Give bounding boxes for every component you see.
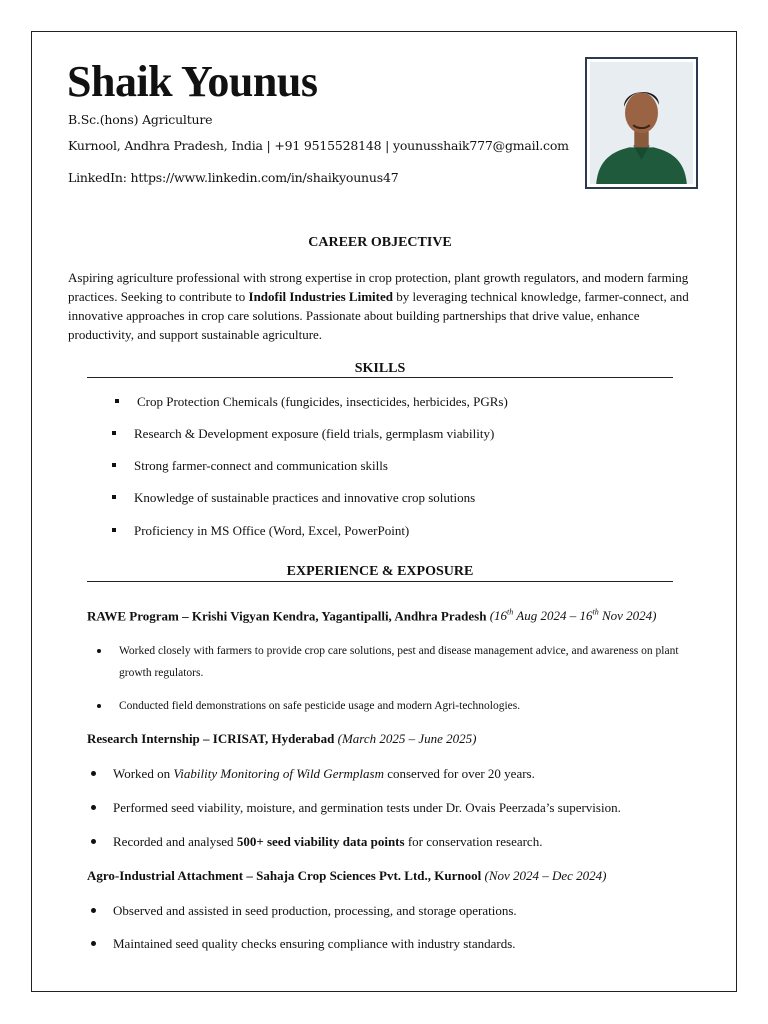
sahaja-item: Maintained seed quality checks ensuring compliance with industry standards. <box>113 937 516 950</box>
icrisat-item: Recorded and analysed 500+ seed viability data points for conservation research. <box>113 835 542 848</box>
square-bullet-icon <box>112 495 116 499</box>
profile-photo <box>585 57 698 189</box>
bullet-icon <box>91 839 96 844</box>
linkedin-link[interactable]: LinkedIn: https://www.linkedin.com/in/shaikyounus47 <box>68 170 399 185</box>
candidate-name: Shaik Younus <box>67 57 318 106</box>
career-objective-text: Aspiring agriculture professional with strong expertise in crop protection, plant growth regulators, and modern farming practices. Seeking to contribute to Indofil Industries Limited by leveraging technical knowledge, farmer-connect, and innovative approaches in crop care solutions. Passionate about building partnerships that drive value, enhance productivity, and support sustainable agriculture. <box>68 270 689 342</box>
skill-item: Proficiency in MS Office (Word, Excel, PowerPoint) <box>112 524 409 537</box>
rawe-date: (16th Aug 2024 – 16th Nov 2024) <box>489 608 657 624</box>
person-portrait-icon <box>590 62 693 184</box>
bullet-icon <box>91 908 96 913</box>
square-bullet-icon <box>112 463 116 467</box>
square-bullet-icon <box>112 528 116 532</box>
bullet-icon <box>91 771 96 776</box>
sahaja-date: (Nov 2024 – Dec 2024) <box>484 868 607 883</box>
degree: B.Sc.(hons) Agriculture <box>68 112 213 127</box>
rawe-heading: RAWE Program – Krishi Vigyan Kendra, Yagantipalli, Andhra Pradesh (16th Aug 2024 – 16th Nov 2024) <box>87 608 657 624</box>
sahaja-item: Observed and assisted in seed production, processing, and storage operations. <box>113 904 517 917</box>
sahaja-heading: Agro-Industrial Attachment – Sahaja Crop Sciences Pvt. Ltd., Kurnool (Nov 2024 – Dec 2024) <box>87 868 607 883</box>
icrisat-item: Performed seed viability, moisture, and germination tests under Dr. Ovais Peerzada’s supervision. <box>113 801 621 814</box>
icrisat-date: (March 2025 – June 2025) <box>337 731 477 746</box>
bullet-icon <box>91 805 96 810</box>
target-company: Indofil Industries Limited <box>248 289 393 304</box>
skills-divider <box>87 377 673 378</box>
rawe-item: Worked closely with farmers to provide crop care solutions, pest and disease management advice, and awareness on plant growth regulators. <box>119 640 694 684</box>
skill-item: Strong farmer-connect and communication skills <box>112 459 388 472</box>
career-objective-title: CAREER OBJECTIVE <box>308 235 452 250</box>
rawe-item: Conducted field demonstrations on safe pesticide usage and modern Agri-technologies. <box>119 695 694 717</box>
skill-item: Crop Protection Chemicals (fungicides, insecticides, herbicides, PGRs) <box>115 395 508 408</box>
bullet-icon <box>91 941 96 946</box>
bullet-icon <box>97 704 101 708</box>
icrisat-heading: Research Internship – ICRISAT, Hyderabad (March 2025 – June 2025) <box>87 731 477 746</box>
skills-title: SKILLS <box>354 361 406 376</box>
skill-item: Research & Development exposure (field trials, germplasm viability) <box>112 427 494 440</box>
experience-divider <box>87 581 673 582</box>
square-bullet-icon <box>112 431 116 435</box>
contact-line: Kurnool, Andhra Pradesh, India | +91 9515528148 | younusshaik777@gmail.com <box>68 138 569 153</box>
square-bullet-icon <box>115 399 119 403</box>
bullet-icon <box>97 649 101 653</box>
icrisat-item: Worked on Viability Monitoring of Wild Germplasm conserved for over 20 years. <box>113 767 535 780</box>
skill-item: Knowledge of sustainable practices and innovative crop solutions <box>112 491 475 504</box>
experience-title: EXPERIENCE & EXPOSURE <box>286 564 474 579</box>
